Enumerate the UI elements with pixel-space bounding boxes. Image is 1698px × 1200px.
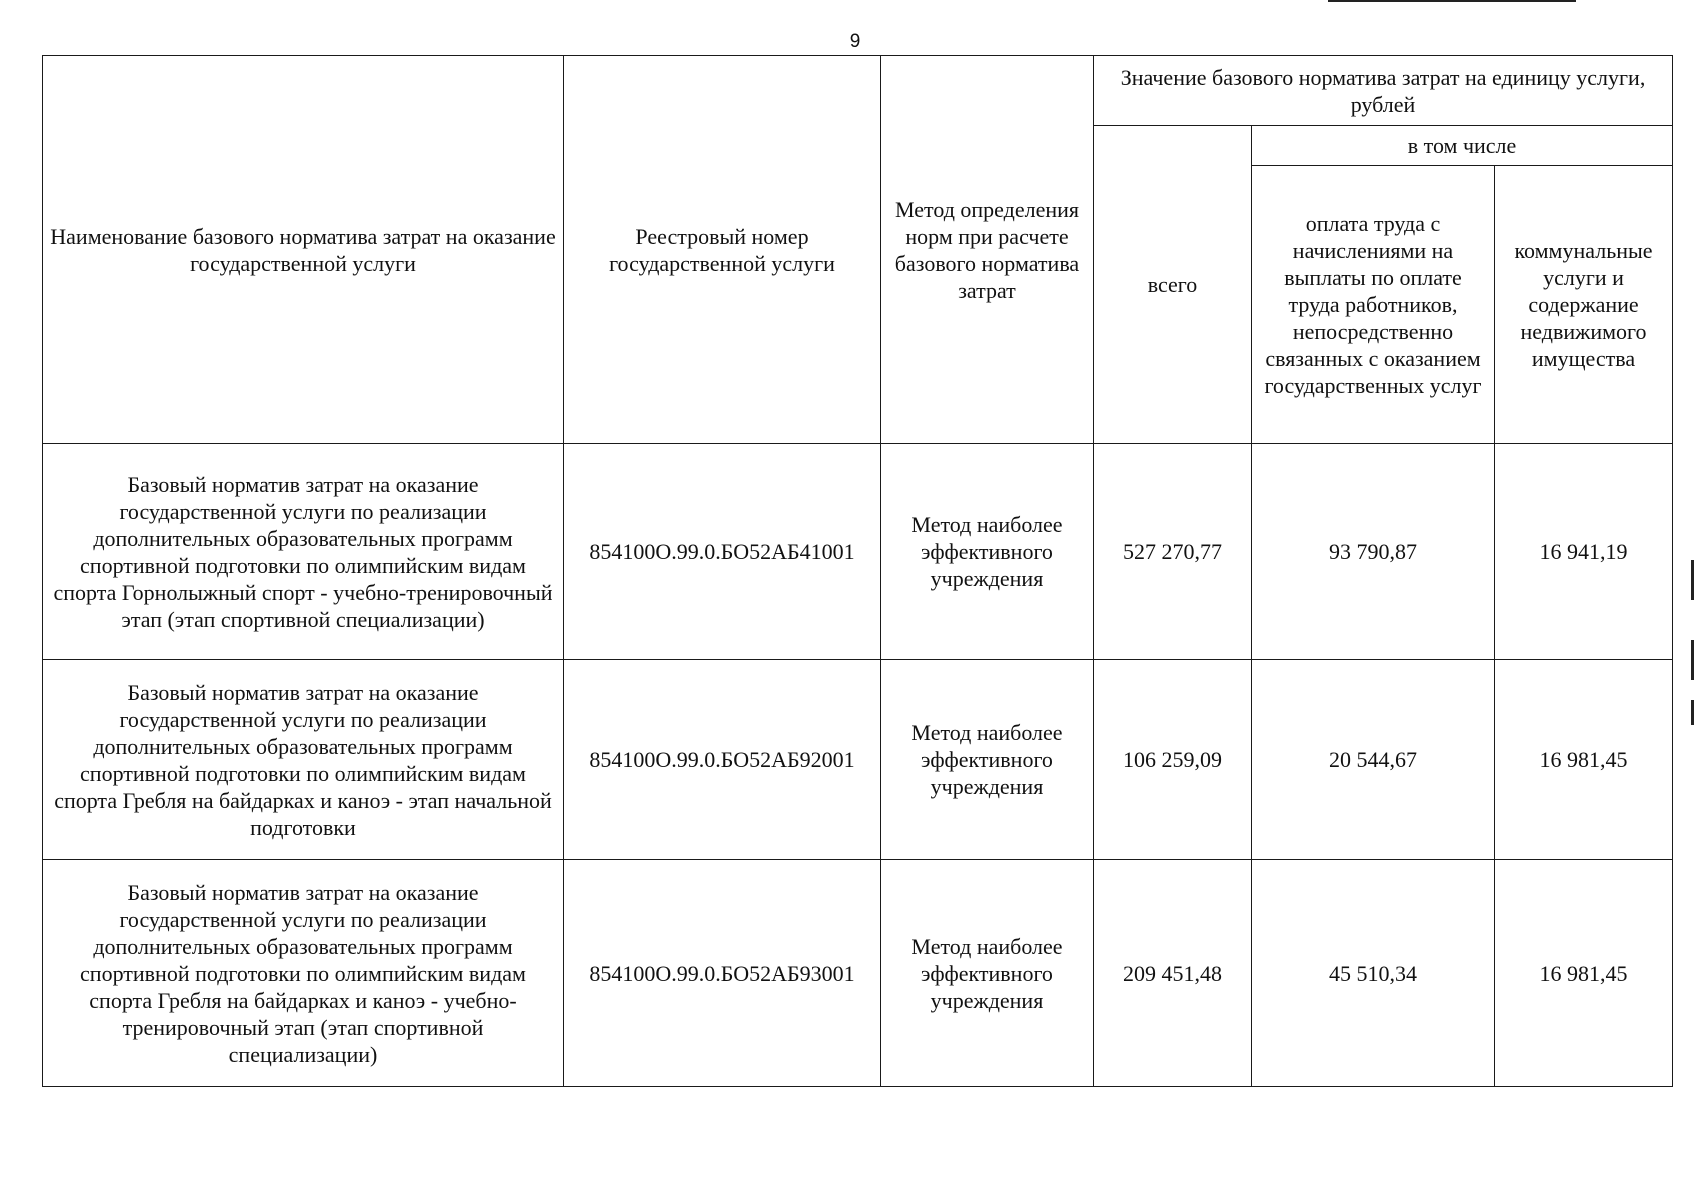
cell-total: 106 259,09 [1094, 660, 1252, 860]
cell-name: Базовый норматив затрат на оказание государственной услуги по реализации дополнительных образовательных программ спортивной подготовки по олимпийским видам спорта Гребля на байдарках и каноэ - учебно-тренировочный этап (этап спортивной специализации) [43, 860, 564, 1087]
header-value-group: Значение базового норматива затрат на единицу услуги, рублей [1094, 56, 1673, 126]
cell-labor: 93 790,87 [1252, 444, 1495, 660]
table-row [43, 444, 1673, 660]
cell-utilities: 16 941,19 [1495, 444, 1673, 660]
cell-total: 527 270,77 [1094, 444, 1252, 660]
margin-mark [1691, 700, 1694, 725]
top-rule [1328, 0, 1576, 2]
header-labor: оплата труда с начислениями на выплаты по оплате труда работников, непосредственно связанных с оказанием государственных услуг [1252, 166, 1495, 444]
cell-registry-number: 854100О.99.0.БО52АБ41001 [564, 444, 881, 660]
cell-name: Базовый норматив затрат на оказание государственной услуги по реализации дополнительных образовательных программ спортивной подготовки по олимпийским видам спорта Гребля на байдарках и каноэ - этап начальной подготовки [43, 660, 564, 860]
cell-method: Метод наиболее эффективного учреждения [881, 860, 1094, 1087]
cell-method: Метод наиболее эффективного учреждения [881, 444, 1094, 660]
margin-mark [1691, 560, 1694, 600]
cell-total: 209 451,48 [1094, 860, 1252, 1087]
header-name: Наименование базового норматива затрат на оказание государственной услуги [43, 56, 564, 444]
cell-utilities: 16 981,45 [1495, 660, 1673, 860]
table-row [43, 860, 1673, 1087]
header-including: в том числе [1252, 126, 1673, 166]
margin-mark [1691, 640, 1694, 680]
cell-method: Метод наиболее эффективного учреждения [881, 660, 1094, 860]
cell-labor: 20 544,67 [1252, 660, 1495, 860]
cell-utilities: 16 981,45 [1495, 860, 1673, 1087]
header-method: Метод определения норм при расчете базового норматива затрат [881, 56, 1094, 444]
cell-registry-number: 854100О.99.0.БО52АБ93001 [564, 860, 881, 1087]
header-total: всего [1094, 126, 1252, 444]
cell-registry-number: 854100О.99.0.БО52АБ92001 [564, 660, 881, 860]
header-registry-number: Реестровый номер государственной услуги [564, 56, 881, 444]
cell-labor: 45 510,34 [1252, 860, 1495, 1087]
cell-name: Базовый норматив затрат на оказание государственной услуги по реализации дополнительных образовательных программ спортивной подготовки по олимпийским видам спорта Горнолыжный спорт - учебно-тренировочный этап (этап спортивной специализации) [43, 444, 564, 660]
page-number: 9 [849, 31, 861, 52]
cost-norms-table [42, 55, 1673, 1087]
table-row [43, 660, 1673, 860]
header-utilities: коммунальные услуги и содержание недвижимого имущества [1495, 166, 1673, 444]
header-row [43, 56, 1673, 126]
